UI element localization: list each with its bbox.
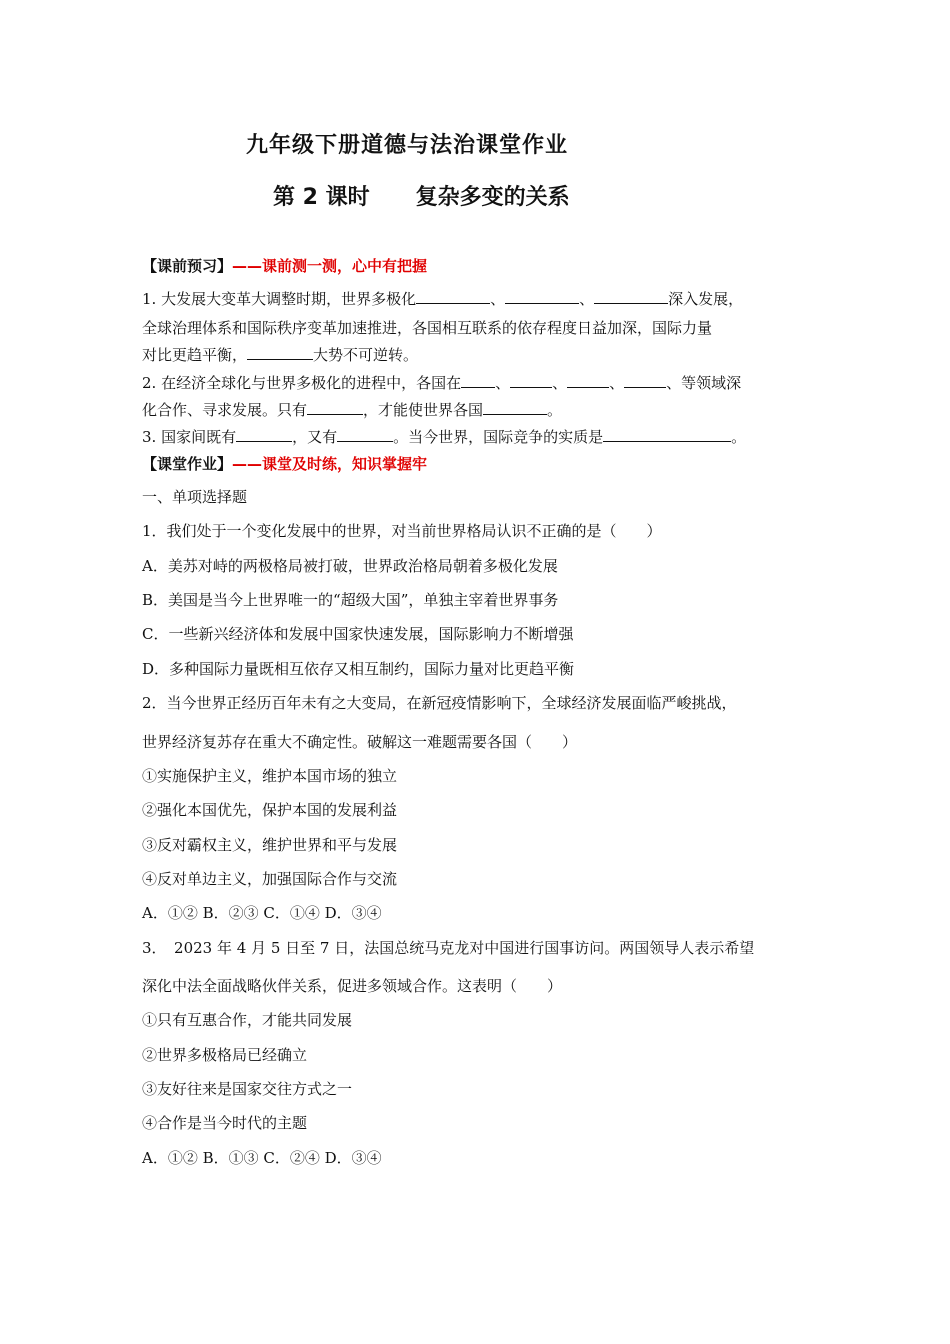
classwork-heading-tagline: ——课堂及时练，知识掌握牢 [232, 455, 428, 473]
preview-heading-label: 【课前预习】 [142, 257, 233, 275]
preview-q3 [142, 426, 746, 447]
question-3-statement: ③友好往来是国家交往方式之一 [142, 1080, 353, 1098]
question-2-stem: 2．当今世界正经历百年未有之大变局，在新冠疫情影响下，全球经济发展面临严峻挑战， [142, 694, 737, 712]
section-label: 一、单项选择题 [142, 488, 248, 506]
answer-blank[interactable] [483, 400, 547, 415]
question-1-option[interactable]: A．美苏对峙的两极格局被打破，世界政治格局朝着多极化发展 [142, 557, 558, 575]
text-run: ，又有 [292, 428, 338, 446]
answer-blank[interactable] [247, 345, 313, 360]
text-run: 、 [495, 374, 511, 392]
text-run: ，才能使世界各国 [363, 401, 484, 419]
answer-blank[interactable] [567, 373, 609, 388]
text-run: 、 [552, 374, 568, 392]
text-run: 、 [490, 290, 506, 308]
text-run: 对比更趋平衡， [142, 346, 248, 364]
answer-blank[interactable] [594, 289, 668, 304]
answer-blank[interactable] [510, 373, 552, 388]
preview-q1-line2: 全球治理体系和国际秩序变革加速推进，各国相互联系的依存程度日益加深，国际力量 [142, 319, 713, 337]
answer-blank[interactable] [603, 427, 731, 442]
question-2-choices[interactable]: A．①② B．②③ C．①④ D．③④ [142, 904, 382, 922]
question-3-statement: ②世界多极格局已经确立 [142, 1046, 308, 1064]
text-run: 深入发展， [668, 290, 744, 308]
answer-blank[interactable] [624, 373, 666, 388]
question-3-stem: 3． 2023 年 4 月 5 日至 7 日，法国总统马克龙对中国进行国事访问。两国领导人表示希望 [142, 939, 755, 957]
text-run: 、 [609, 374, 625, 392]
preview-heading-tagline: ——课前测一测，心中有把握 [232, 257, 428, 275]
text-run: 化合作、寻求发展。只有 [142, 401, 308, 419]
question-2-statement: ②强化本国优先，保护本国的发展利益 [142, 801, 398, 819]
question-3-choices[interactable]: A．①② B．①③ C．②④ D．③④ [142, 1149, 382, 1167]
lesson-subtitle: 第 2 课时 复杂多变的关系 [273, 185, 570, 210]
question-1-option[interactable]: C．一些新兴经济体和发展中国家快速发展，国际影响力不断增强 [142, 625, 574, 643]
text-run: 。 [547, 401, 563, 419]
question-2-stem: 世界经济复苏存在重大不确定性。破解这一难题需要各国（ ） [142, 733, 578, 751]
text-run: 。当今世界，国际竞争的实质是 [393, 428, 604, 446]
classwork-heading [142, 453, 427, 474]
text-run: 2. 在经济全球化与世界多极化的进程中，各国在 [142, 374, 462, 392]
preview-q1-line1 [142, 288, 743, 309]
text-run: 1. 大发展大变革大调整时期，世界多极化 [142, 290, 417, 308]
text-run: 。 [731, 428, 747, 446]
answer-blank[interactable] [505, 289, 579, 304]
answer-blank[interactable] [416, 289, 490, 304]
text-run: 3. 国家间既有 [142, 428, 237, 446]
preview-q2-line2 [142, 399, 562, 420]
answer-blank[interactable] [307, 400, 363, 415]
question-3-statement: ④合作是当今时代的主题 [142, 1114, 308, 1132]
text-run: 大势不可逆转。 [313, 346, 419, 364]
answer-blank[interactable] [236, 427, 292, 442]
answer-blank[interactable] [337, 427, 393, 442]
question-3-stem: 深化中法全面战略伙伴关系，促进多领域合作。这表明（ ） [142, 977, 563, 995]
preview-q1-line3 [142, 344, 418, 365]
question-1-option[interactable]: D．多种国际力量既相互依存又相互制约，国际力量对比更趋平衡 [142, 660, 575, 678]
text-run: 、等领域深 [666, 374, 742, 392]
preview-q2-line1 [142, 372, 741, 393]
question-1-option[interactable]: B．美国是当今上世界唯一的“超级大国”，单独主宰着世界事务 [142, 591, 559, 609]
text-run: 、 [579, 290, 595, 308]
classwork-heading-label: 【课堂作业】 [142, 455, 233, 473]
question-2-statement: ③反对霸权主义，维护世界和平与发展 [142, 836, 398, 854]
answer-blank[interactable] [461, 373, 495, 388]
preview-heading [142, 255, 427, 276]
document-title: 九年级下册道德与法治课堂作业 [246, 133, 569, 158]
question-2-statement: ①实施保护主义，维护本国市场的独立 [142, 767, 398, 785]
question-3-statement: ①只有互惠合作，才能共同发展 [142, 1011, 353, 1029]
question-2-statement: ④反对单边主义，加强国际合作与交流 [142, 870, 398, 888]
question-1-stem: 1．我们处于一个变化发展中的世界，对当前世界格局认识不正确的是（ ） [142, 522, 662, 540]
